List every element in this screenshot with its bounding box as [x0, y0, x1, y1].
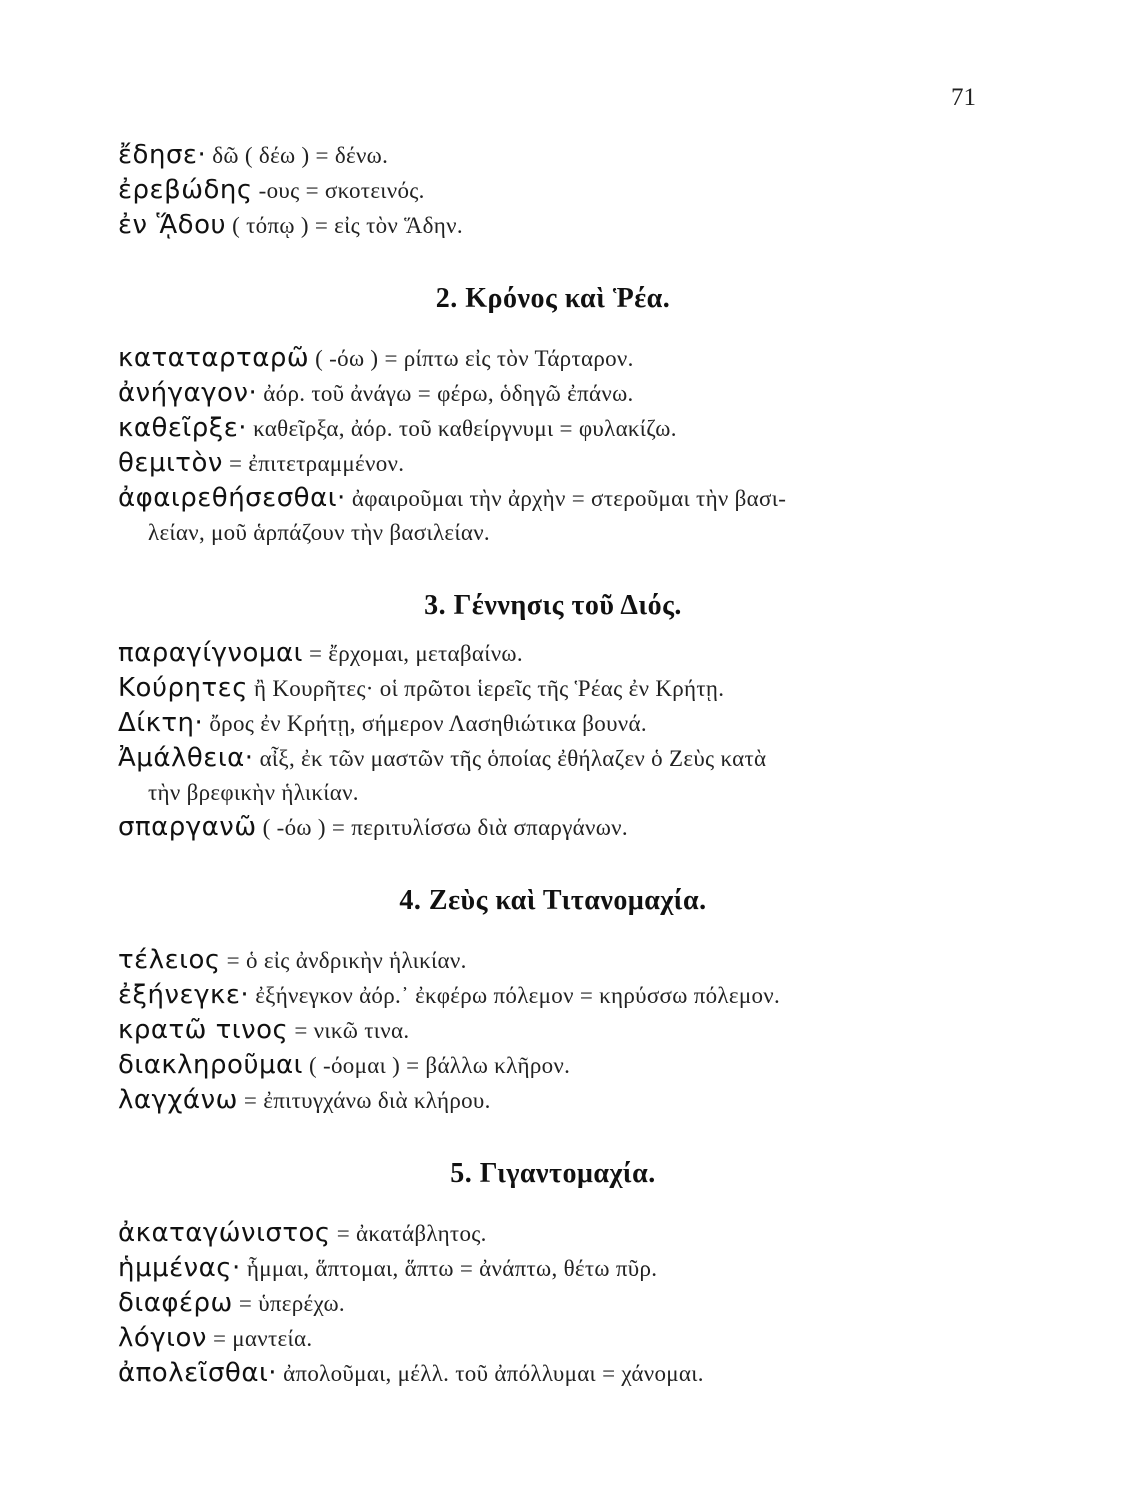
definition: δῶ ( δέω ) = δένω. — [206, 143, 389, 168]
headword: ἡμμένας· — [118, 1253, 241, 1283]
intro-entries — [118, 138, 988, 243]
glossary-entry — [118, 943, 988, 978]
definition-continuation — [118, 776, 988, 810]
definition: ( -όω ) = ρίπτω εἰς τὸν Τάρταρον. — [309, 346, 634, 371]
glossary-entry — [118, 706, 988, 741]
section-title: 5. Γιγαντομαχία. — [450, 1158, 656, 1189]
definition: = ὑπερέχω. — [232, 1291, 345, 1316]
glossary-entry — [118, 138, 988, 173]
definition: καθεῖρξα, ἀόρ. τοῦ καθείργνυμι = φυλακίζω. — [247, 416, 677, 441]
headword: ἀφαιρεθήσεσθαι· — [118, 483, 346, 513]
glossary-entry — [118, 411, 988, 446]
definition: = νικῶ τινα. — [288, 1018, 410, 1043]
section-entries — [118, 1216, 988, 1391]
glossary-entry — [118, 376, 988, 411]
definition: = ἔρχομαι, μεταβαίνω. — [302, 641, 523, 666]
headword: τέλειος — [118, 945, 221, 975]
section-title: 3. Γέννησις τοῦ Διός. — [424, 590, 682, 621]
headword: ἀπολεῖσθαι· — [118, 1358, 278, 1388]
definition: τὴν βρεφικὴν ἡλικίαν. — [148, 780, 359, 805]
definition: -ους = σκοτεινός. — [252, 178, 425, 203]
glossary-entry — [118, 481, 988, 516]
headword: σπαργανῶ — [118, 812, 257, 842]
glossary-entry — [118, 446, 988, 481]
definition: = ἀκατάβλητος. — [330, 1221, 487, 1246]
definition: ἐξήνεγκον ἀόρ.᾿ ἐκφέρω πόλεμον = κηρύσσω πόλεμον. — [249, 983, 781, 1008]
headword: Δίκτη· — [118, 708, 204, 738]
headword: καταταρταρῶ — [118, 343, 310, 373]
glossary-entry — [118, 810, 988, 845]
glossary-entry — [118, 208, 988, 243]
glossary-entry — [118, 341, 988, 376]
definition: ἀφαιροῦμαι τὴν ἀρχὴν = στεροῦμαι τὴν βασι- — [345, 486, 787, 511]
definition: = ἐπιτετραμμένον. — [222, 451, 405, 476]
headword: λαγχάνω — [118, 1085, 238, 1115]
definition: ( τόπῳ ) = εἰς τὸν Ἅδην. — [226, 213, 463, 238]
headword: ἐν ᾍδου — [118, 210, 227, 240]
headword: ἔδησε· — [118, 140, 207, 170]
glossary-entry — [118, 741, 988, 776]
definition: ἧμμαι, ἅπτομαι, ἅπτω = ἀνάπτω, θέτω πῦρ. — [240, 1256, 658, 1281]
definition: αἶξ, ἐκ τῶν μαστῶν τῆς ὁποίας ἐθήλαζεν ὁ Ζεὺς κατὰ — [253, 746, 767, 771]
definition: ἢ Κουρῆτες· οἱ πρῶτοι ἱερεῖς τῆς Ῥέας ἐν Κρήτῃ. — [247, 676, 725, 701]
glossary-content — [118, 138, 988, 1391]
glossary-entry — [118, 1286, 988, 1321]
headword: διαφέρω — [118, 1288, 233, 1318]
glossary-entry — [118, 1356, 988, 1391]
glossary-entry — [118, 1216, 988, 1251]
definition-continuation — [118, 516, 988, 550]
headword: κρατῶ τινος — [118, 1015, 289, 1045]
glossary-entry — [118, 1321, 988, 1356]
definition: ἀπολοῦμαι, μέλλ. τοῦ ἀπόλλυμαι = χάνομαι. — [277, 1361, 704, 1386]
glossary-entry — [118, 1048, 988, 1083]
definition: ( -όω ) = περιτυλίσσω διὰ σπαργάνων. — [256, 815, 628, 840]
glossary-entry — [118, 1251, 988, 1286]
headword: διακληροῦμαι — [118, 1050, 303, 1080]
section-title: 2. Κρόνος καὶ Ῥέα. — [435, 283, 671, 314]
headword: ἐξήνεγκε· — [118, 980, 250, 1010]
headword: ἀκαταγώνιστος — [118, 1218, 331, 1248]
definition: = μαντεία. — [206, 1326, 313, 1351]
definition: = ἐπιτυγχάνω διὰ κλήρου. — [237, 1088, 491, 1113]
headword: ἀνήγαγον· — [118, 378, 258, 408]
glossary-entry — [118, 1013, 988, 1048]
headword: Ἀμάλθεια· — [118, 743, 254, 773]
section-entries — [118, 341, 988, 550]
glossary-entry — [118, 636, 988, 671]
headword: Κούρητες — [118, 673, 248, 703]
glossary-entry — [118, 671, 988, 706]
headword: καθεῖρξε· — [118, 413, 248, 443]
section-entries — [118, 943, 988, 1118]
section-entries — [118, 636, 988, 845]
glossary-entry — [118, 978, 988, 1013]
glossary-entry — [118, 1083, 988, 1118]
definition: ( -όομαι ) = βάλλω κλῆρον. — [302, 1053, 571, 1078]
headword: λόγιον — [118, 1323, 207, 1353]
glossary-entry — [118, 173, 988, 208]
definition: ὄρος ἐν Κρήτῃ, σήμερον Λασηθιώτικα βουνά. — [203, 711, 647, 736]
definition: λείαν, μοῦ ἁρπάζουν τὴν βασιλείαν. — [148, 520, 490, 545]
page-number: 71 — [951, 84, 976, 111]
headword: παραγίγνομαι — [118, 638, 303, 668]
headword: θεμιτὸν — [118, 448, 223, 478]
headword: ἐρεβώδης — [118, 175, 253, 205]
definition: = ὁ εἰς ἀνδρικὴν ἡλικίαν. — [220, 948, 467, 973]
definition: ἀόρ. τοῦ ἀνάγω = φέρω, ὁδηγῶ ἐπάνω. — [257, 381, 634, 406]
section-title: 4. Ζεὺς καὶ Τιτανομαχία. — [399, 885, 707, 916]
